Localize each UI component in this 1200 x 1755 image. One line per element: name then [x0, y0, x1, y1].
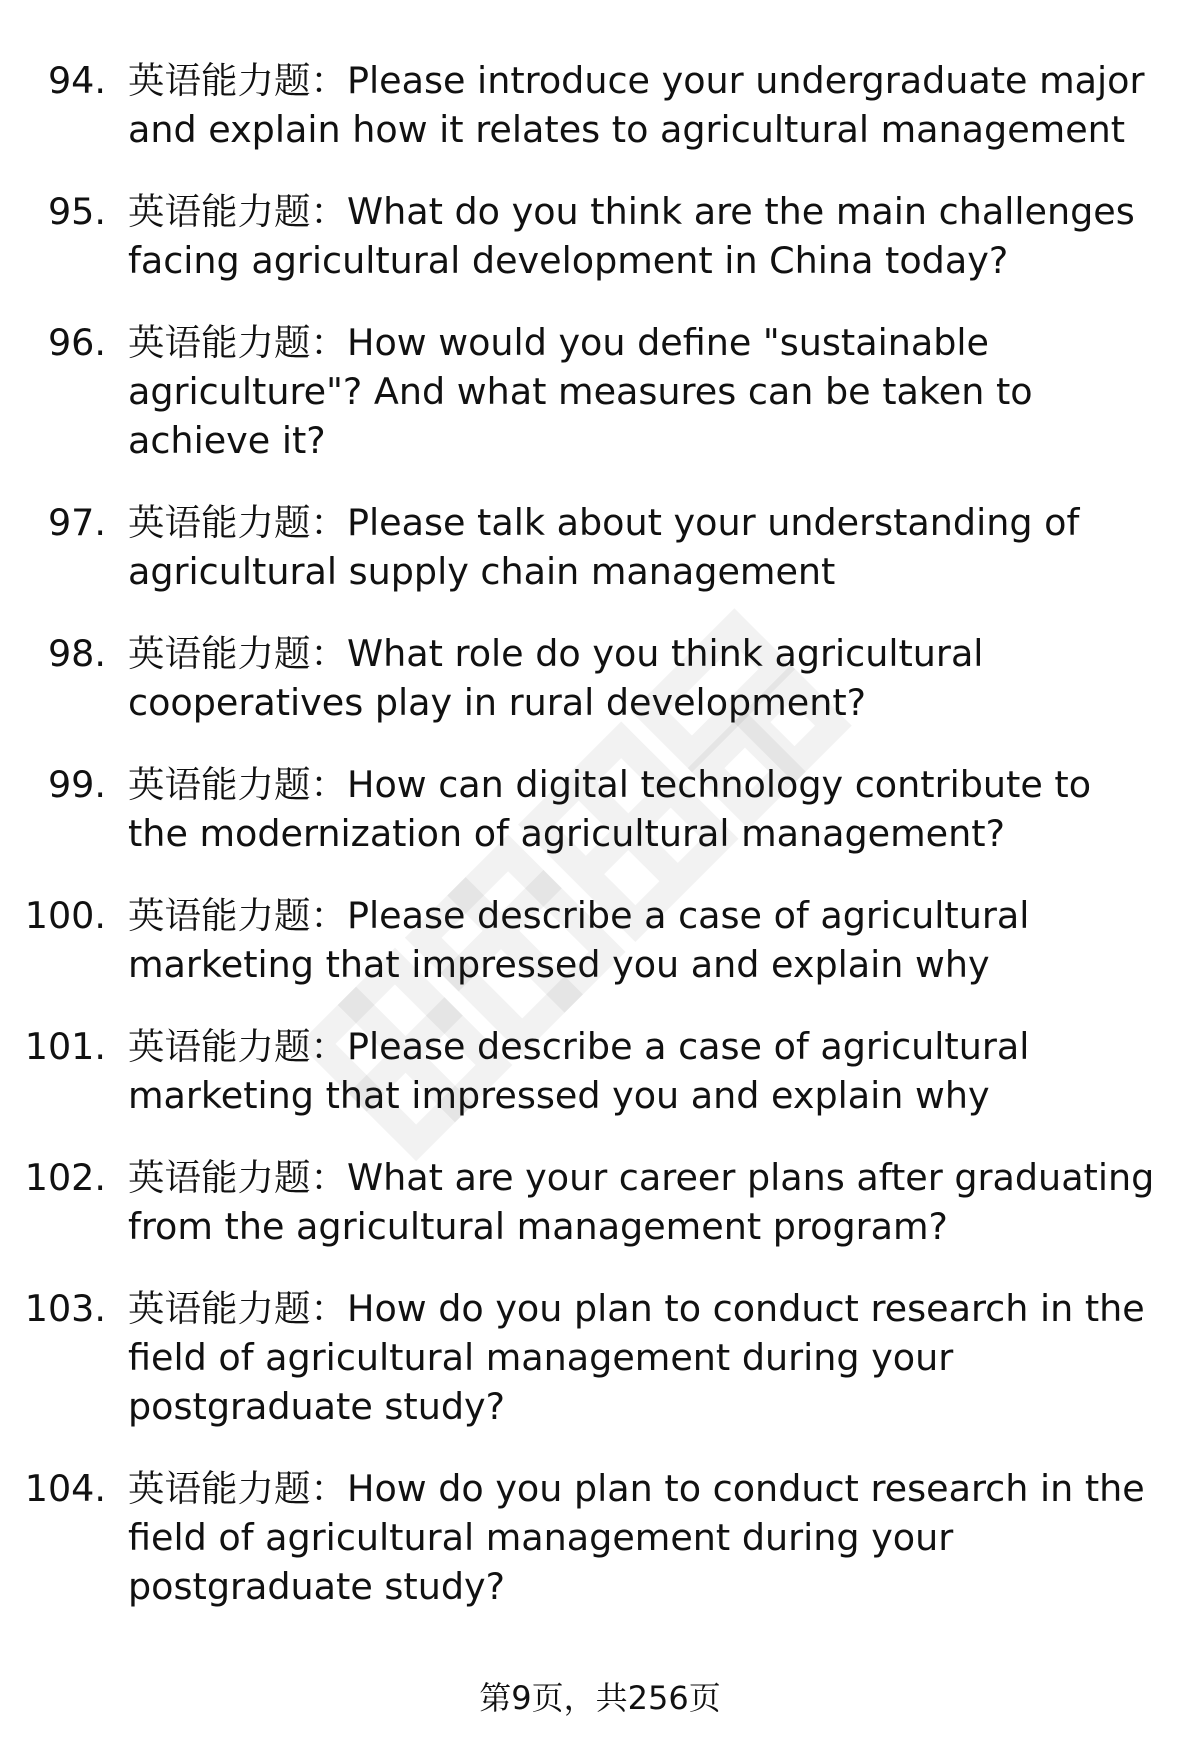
question-list	[0, 56, 1200, 1644]
question-text: 英语能力题：How do you plan to conduct research in the field of agricultural management during your postgraduate study?	[128, 1287, 1145, 1428]
question-item	[0, 187, 1200, 285]
question-text: 英语能力题：Please talk about your understanding of agricultural supply chain management	[128, 501, 1080, 593]
question-item	[0, 1464, 1200, 1611]
question-number: 100.	[24, 894, 106, 937]
question-item	[0, 1022, 1200, 1120]
question-text: 英语能力题：What role do you think agricultural cooperatives play in rural development?	[128, 632, 984, 724]
question-item	[0, 629, 1200, 727]
question-number: 102.	[24, 1156, 106, 1199]
question-number: 98.	[47, 632, 106, 675]
question-item	[0, 1284, 1200, 1431]
question-number: 101.	[24, 1025, 106, 1068]
page-number-footer: 第9页，共256页	[479, 1679, 721, 1717]
question-text: 英语能力题：What do you think are the main challenges facing agricultural development in China today?	[128, 190, 1135, 282]
question-text: 英语能力题：Please describe a case of agricultural marketing that impressed you and explain why	[128, 1025, 1030, 1117]
question-number: 96.	[47, 321, 106, 364]
question-number: 104.	[24, 1467, 106, 1510]
question-item	[0, 1153, 1200, 1251]
question-number: 95.	[47, 190, 106, 233]
question-text: 英语能力题：Please introduce your undergraduate major and explain how it relates to agricultural management	[128, 59, 1145, 151]
question-item	[0, 498, 1200, 596]
question-item	[0, 56, 1200, 154]
question-text: 英语能力题：How would you define "sustainable agriculture"? And what measures can be taken to achieve it?	[128, 321, 1033, 462]
question-text: 英语能力题：How do you plan to conduct research in the field of agricultural management during your postgraduate study?	[128, 1467, 1145, 1608]
question-text: 英语能力题：Please describe a case of agricultural marketing that impressed you and explain why	[128, 894, 1030, 986]
question-text: 英语能力题：What are your career plans after graduating from the agricultural management program?	[128, 1156, 1155, 1248]
question-item	[0, 891, 1200, 989]
question-number: 99.	[47, 763, 106, 806]
question-text: 英语能力题：How can digital technology contribute to the modernization of agricultural management?	[128, 763, 1092, 855]
question-number: 103.	[24, 1287, 106, 1330]
question-number: 94.	[47, 59, 106, 102]
question-item	[0, 760, 1200, 858]
question-number: 97.	[47, 501, 106, 544]
question-item	[0, 318, 1200, 465]
